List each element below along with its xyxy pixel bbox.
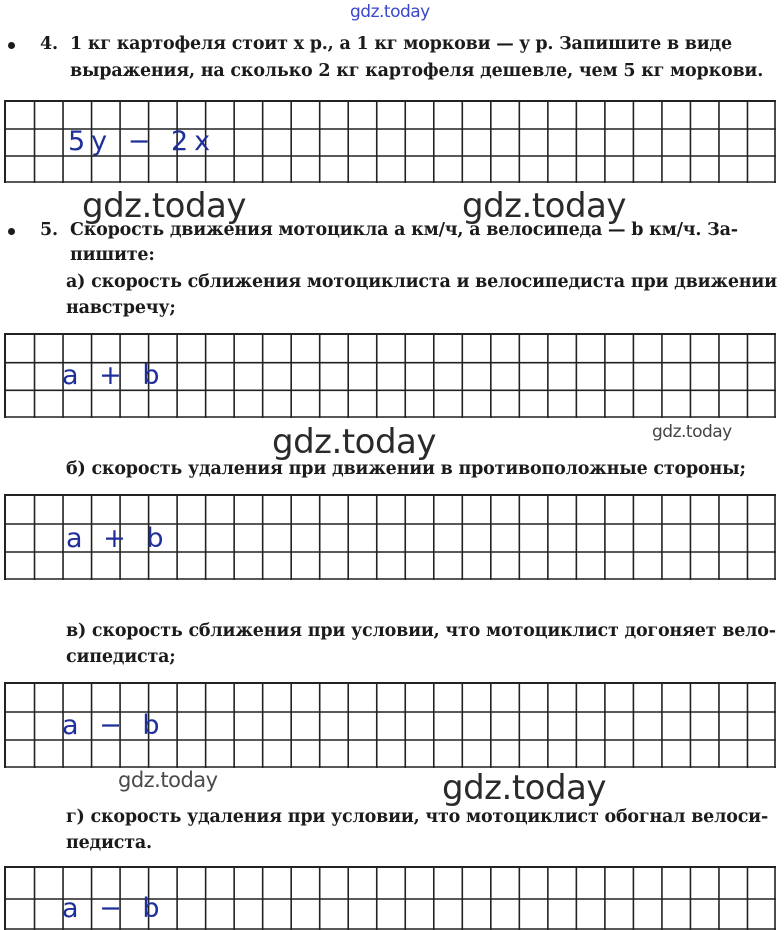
answer-5d: a − b xyxy=(62,893,166,924)
task4-line2: выражения, на сколько 2 кг картофеля дешевле, чем 5 кг моркови. xyxy=(70,61,764,81)
answer-5b: a + b xyxy=(66,523,170,554)
watermark-2: gdz.today xyxy=(462,186,626,226)
task5b-line1: б) скорость удаления при движении в противоположные стороны; xyxy=(66,459,746,479)
task5-line2: пишите: xyxy=(70,245,155,265)
watermark-top: gdz.today xyxy=(350,2,430,22)
task4-number: 4. xyxy=(40,34,58,54)
task5a-line2: навстречу; xyxy=(66,298,176,318)
task5-number: 5. xyxy=(40,220,58,240)
watermark-3: gdz.today xyxy=(272,422,436,462)
answer-4: 5y − 2x xyxy=(68,126,217,157)
task5c-line2: сипедиста; xyxy=(66,647,176,667)
answer-5c: a − b xyxy=(62,710,166,741)
watermark-5: gdz.today xyxy=(118,768,218,792)
bullet-5 xyxy=(8,228,15,235)
watermark-6: gdz.today xyxy=(442,768,606,808)
answer-5a: a + b xyxy=(62,360,166,391)
task5c-line1: в) скорость сближения при условии, что мотоциклист догоняет вело- xyxy=(66,621,776,641)
task5-line1: Скорость движения мотоцикла a км/ч, а велосипеда — b км/ч. За- xyxy=(70,220,738,240)
task5d-line1: г) скорость удаления при условии, что мотоциклист обогнал велоси- xyxy=(66,807,769,827)
watermark-4: gdz.today xyxy=(652,422,732,442)
task4-line1: 1 кг картофеля стоит x р., а 1 кг моркови — y р. Запишите в виде xyxy=(70,34,732,54)
watermark-1: gdz.today xyxy=(82,186,246,226)
bullet-4 xyxy=(8,42,15,49)
task5a-line1: а) скорость сближения мотоциклиста и велосипедиста при движении xyxy=(66,272,777,292)
task5d-line2: педиста. xyxy=(66,833,152,853)
